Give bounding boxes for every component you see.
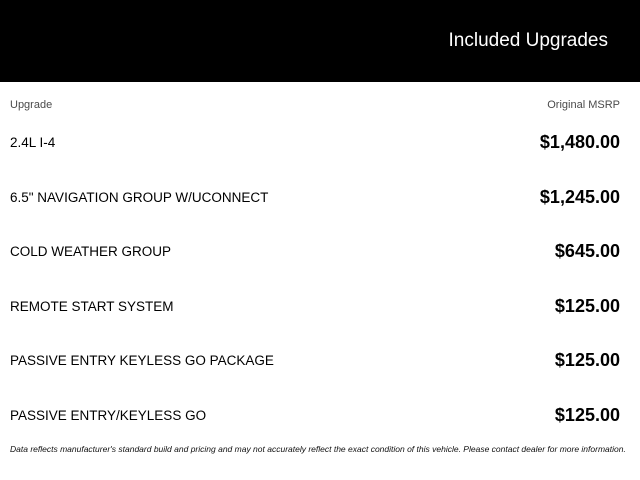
upgrade-name: 2.4L I-4 [10,135,56,150]
upgrade-name: 6.5" NAVIGATION GROUP W/UCONNECT [10,189,269,205]
upgrade-price: $1,480.00 [539,132,620,152]
upgrade-name: REMOTE START SYSTEM [10,298,174,314]
table-header [10,99,620,115]
upgrade-price: $125.00 [554,295,620,316]
disclaimer-text: Data reflects manufacturer's standard build and pricing and may not accurately reflect the exact condition of this vehicle. Please contact dealer for more information. [10,444,626,454]
upgrade-name: PASSIVE ENTRY/KEYLESS GO [10,407,207,423]
upgrade-price: $125.00 [554,404,620,425]
table-row [10,125,620,180]
column-header-msrp: Original MSRP [547,99,620,111]
table-row [10,180,620,235]
table-row [10,234,620,289]
upgrades-list [10,125,620,452]
upgrade-name: COLD WEATHER GROUP [10,244,172,259]
table-row [10,343,620,398]
upgrade-price: $125.00 [554,350,620,370]
upgrade-name: PASSIVE ENTRY KEYLESS GO PACKAGE [10,353,274,368]
page-title: Included Upgrades [448,30,608,51]
upgrade-price: $1,245.00 [539,186,620,207]
column-header-upgrade: Upgrade [10,99,53,111]
upgrade-price: $645.00 [554,241,620,261]
table-row [10,289,620,344]
header-bar [0,0,640,82]
